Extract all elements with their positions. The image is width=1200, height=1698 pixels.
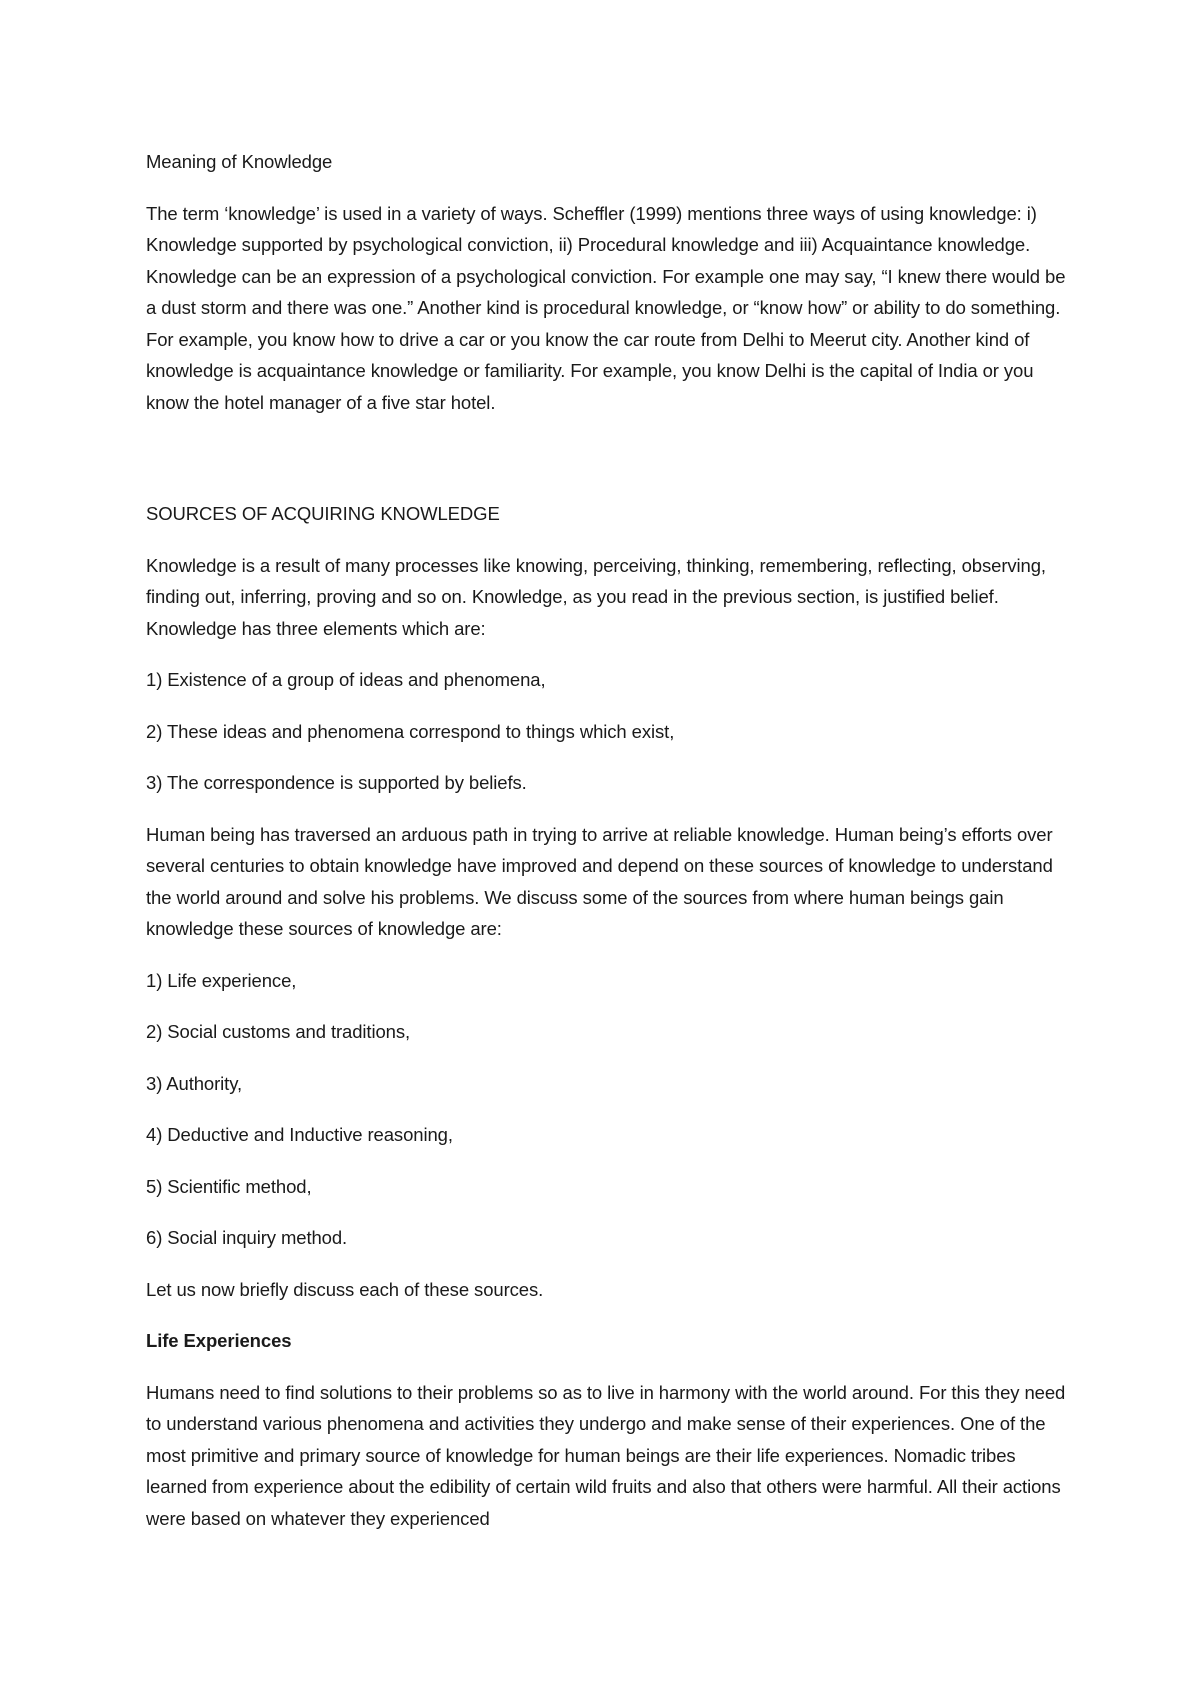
list-item: 5) Scientific method, — [146, 1175, 312, 1197]
list-item: 6) Social inquiry method. — [146, 1227, 348, 1248]
paragraph-sources-intro: Human being has traversed an arduous path in trying to arrive at reliable knowledge. Human being’s efforts over several centuries to obtain knowledge have improved and depend on these sources of knowledge to understand the world around and solve his problems. We discuss some of the sources from where human beings gain knowledge these sources of knowledge are: — [146, 823, 1053, 939]
list-item: 3) Authority, — [146, 1072, 243, 1094]
list-item: 4) Deductive and Inductive reasoning, — [146, 1124, 453, 1145]
document-body — [146, 146, 1066, 1554]
list-item: 2) Social customs and traditions, — [146, 1021, 411, 1042]
section-heading-sources: SOURCES OF ACQUIRING KNOWLEDGE — [146, 503, 500, 524]
list-item: 2) These ideas and phenomena correspond to things which exist, — [146, 720, 675, 742]
list-item: 1) Existence of a group of ideas and phenomena, — [146, 669, 546, 690]
paragraph-meaning: The term ‘knowledge’ is used in a variety of ways. Scheffler (1999) mentions three ways of using knowledge: i) Knowledge supported by psychological conviction, ii) Procedural knowledge and iii) Acquaintance knowledge. Knowledge can be an expression of a psychological conviction. For example one may say, “I knew there would be a dust storm and there was one.” Another kind is procedural knowledge, or “know how” or ability to do something. For example, you know how to drive a car or you know the car route from Delhi to Meerut city. Another kind of knowledge is acquaintance knowledge or familiarity. For example, you know Delhi is the capital of India or you know the hotel manager of a five star hotel. — [146, 202, 1066, 413]
spacer — [146, 438, 1066, 498]
list-item: 1) Life experience, — [146, 969, 297, 991]
paragraph-elements-intro: Knowledge is a result of many processes like knowing, perceiving, thinking, remembering, reflecting, observing, finding out, inferring, proving and so on. Knowledge, as you read in the previous section, is justified belief. Knowledge has three elements which are: — [146, 554, 1046, 639]
section-heading-meaning: Meaning of Knowledge — [146, 151, 333, 172]
paragraph-life-experiences: Humans need to find solutions to their problems so as to live in harmony with the world around. For this they need to understand various phenomena and activities they undergo and make sense of their experiences. One of the most primitive and primary source of knowledge for human beings are their life experiences. Nomadic tribes learned from experience about the edibility of certain wild fruits and also that others were harmful. All their actions were based on whatever they experienced — [146, 1381, 1066, 1529]
paragraph-transition: Let us now briefly discuss each of these sources. — [146, 1278, 544, 1300]
section-heading-life-experiences: Life Experiences — [146, 1330, 292, 1351]
list-item: 3) The correspondence is supported by beliefs. — [146, 772, 527, 793]
